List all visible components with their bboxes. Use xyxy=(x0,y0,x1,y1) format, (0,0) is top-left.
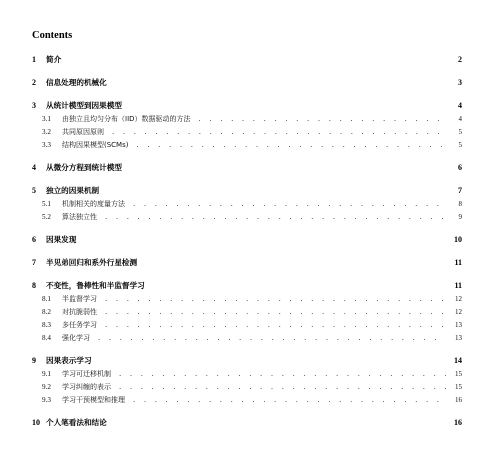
toc-entry-number: 8.3 xyxy=(42,321,51,329)
toc-entry-title: 算法独立性 xyxy=(62,213,97,221)
toc-section-entry[interactable] xyxy=(32,126,462,139)
toc-dot-leader xyxy=(199,113,446,126)
toc-entry-number: 6 xyxy=(32,235,36,244)
toc-section-entry[interactable] xyxy=(32,381,462,394)
toc-dot-leader xyxy=(112,126,446,139)
toc-entry-number: 4 xyxy=(32,163,36,172)
toc-entry-title: 强化学习 xyxy=(62,334,90,342)
toc-entry-number: 10 xyxy=(32,418,40,427)
toc-entry-number: 3 xyxy=(32,101,36,110)
toc-chapter-entry[interactable] xyxy=(32,279,462,293)
toc-chapter-entry[interactable] xyxy=(32,233,462,247)
toc-page-number: 7 xyxy=(458,186,462,195)
toc-section-entry[interactable] xyxy=(32,394,462,407)
toc-entry-title: 共同原因原则 xyxy=(62,128,104,136)
toc-entry-title: 简介 xyxy=(46,55,62,64)
toc-entry-number: 9.1 xyxy=(42,370,51,378)
toc-entry-title: 学习可迁移机制 xyxy=(62,370,111,378)
toc-page-number: 5 xyxy=(458,128,462,136)
toc-chapter-entry[interactable] xyxy=(32,99,462,113)
table-of-contents xyxy=(32,50,462,430)
toc-section-entry[interactable] xyxy=(32,319,462,332)
toc-entry-number: 8 xyxy=(32,281,36,290)
toc-entry-number: 7 xyxy=(32,258,36,267)
toc-dot-leader xyxy=(105,211,446,224)
toc-page-number: 6 xyxy=(458,163,462,172)
toc-page-number: 11 xyxy=(454,258,462,267)
toc-page-number: 10 xyxy=(454,235,462,244)
toc-entry-title: 结构因果模型(SCMs) xyxy=(62,141,129,149)
toc-entry-title: 不变性，鲁棒性和半监督学习 xyxy=(46,281,145,290)
toc-chapter-entry[interactable] xyxy=(32,354,462,368)
toc-dot-leader xyxy=(133,198,446,211)
toc-page-number: 12 xyxy=(455,308,462,316)
toc-entry-title: 学习干预模型和推理 xyxy=(62,396,125,404)
toc-chapter-entry[interactable] xyxy=(32,76,462,90)
toc-page-number: 14 xyxy=(454,356,462,365)
toc-section-entry[interactable] xyxy=(32,306,462,319)
toc-entry-number: 9.3 xyxy=(42,396,51,404)
toc-entry-number: 3.3 xyxy=(42,141,51,149)
toc-section-entry[interactable] xyxy=(32,332,462,345)
toc-entry-number: 3.2 xyxy=(42,128,51,136)
toc-entry-number: 5.1 xyxy=(42,200,51,208)
toc-entry-number: 9 xyxy=(32,356,36,365)
toc-page-number: 9 xyxy=(458,213,462,221)
toc-entry-number: 2 xyxy=(32,78,36,87)
toc-chapter-entry[interactable] xyxy=(32,416,462,430)
toc-page-number: 16 xyxy=(455,396,462,404)
toc-entry-number: 5 xyxy=(32,186,36,195)
toc-page-number: 15 xyxy=(455,383,462,391)
toc-dot-leader xyxy=(133,394,446,407)
toc-page-number: 12 xyxy=(455,295,462,303)
toc-entry-number: 8.4 xyxy=(42,334,51,342)
toc-dot-leader xyxy=(136,139,446,152)
toc-entry-title: 学习纠缠的表示 xyxy=(62,383,111,391)
toc-page-number: 3 xyxy=(458,78,462,87)
toc-entry-number: 8.1 xyxy=(42,295,51,303)
toc-page-number: 13 xyxy=(455,321,462,329)
toc-dot-leader xyxy=(119,381,446,394)
contents-heading: Contents xyxy=(32,30,73,41)
toc-entry-title: 多任务学习 xyxy=(62,321,97,329)
toc-entry-title: 机制相关的度量方法 xyxy=(62,200,125,208)
toc-page-number: 5 xyxy=(458,141,462,149)
toc-page-number: 8 xyxy=(458,200,462,208)
toc-chapter-entry[interactable] xyxy=(32,53,462,67)
toc-entry-title: 由独立且均匀分布（IID）数据驱动的方法 xyxy=(62,115,191,123)
toc-entry-title: 个人笔看法和结论 xyxy=(46,418,107,427)
toc-section-entry[interactable] xyxy=(32,113,462,126)
toc-section-entry[interactable] xyxy=(32,139,462,152)
toc-entry-title: 因果表示学习 xyxy=(46,356,92,365)
toc-chapter-entry[interactable] xyxy=(32,184,462,198)
toc-page-number: 4 xyxy=(458,101,462,110)
toc-page-number: 2 xyxy=(458,55,462,64)
toc-page-number: 11 xyxy=(454,281,462,290)
toc-page-number: 15 xyxy=(455,370,462,378)
toc-dot-leader xyxy=(105,306,446,319)
toc-chapter-entry[interactable] xyxy=(32,161,462,175)
toc-entry-title: 半见弟回归和系外行星检测 xyxy=(46,258,138,267)
toc-dot-leader xyxy=(119,368,446,381)
toc-entry-number: 1 xyxy=(32,55,36,64)
toc-chapter-entry[interactable] xyxy=(32,256,462,270)
toc-page-number: 4 xyxy=(458,115,462,123)
toc-entry-title: 从微分方程到统计模型 xyxy=(46,163,122,172)
toc-dot-leader xyxy=(105,319,446,332)
toc-entry-number: 8.2 xyxy=(42,308,51,316)
toc-entry-number: 9.2 xyxy=(42,383,51,391)
toc-entry-title: 因果发现 xyxy=(46,235,77,244)
toc-entry-title: 独立的因果机制 xyxy=(46,186,100,195)
toc-section-entry[interactable] xyxy=(32,211,462,224)
toc-entry-number: 5.2 xyxy=(42,213,51,221)
toc-dot-leader xyxy=(98,332,446,345)
toc-section-entry[interactable] xyxy=(32,293,462,306)
toc-entry-number: 3.1 xyxy=(42,115,51,123)
toc-section-entry[interactable] xyxy=(32,368,462,381)
toc-entry-title: 半监督学习 xyxy=(62,295,97,303)
toc-page-number: 13 xyxy=(455,334,462,342)
toc-dot-leader xyxy=(105,293,446,306)
toc-page-number: 16 xyxy=(454,418,462,427)
toc-entry-title: 从统计模型到因果模型 xyxy=(46,101,122,110)
toc-entry-title: 信息处理的机械化 xyxy=(46,78,107,87)
toc-entry-title: 对抗脆弱性 xyxy=(62,308,97,316)
toc-section-entry[interactable] xyxy=(32,198,462,211)
